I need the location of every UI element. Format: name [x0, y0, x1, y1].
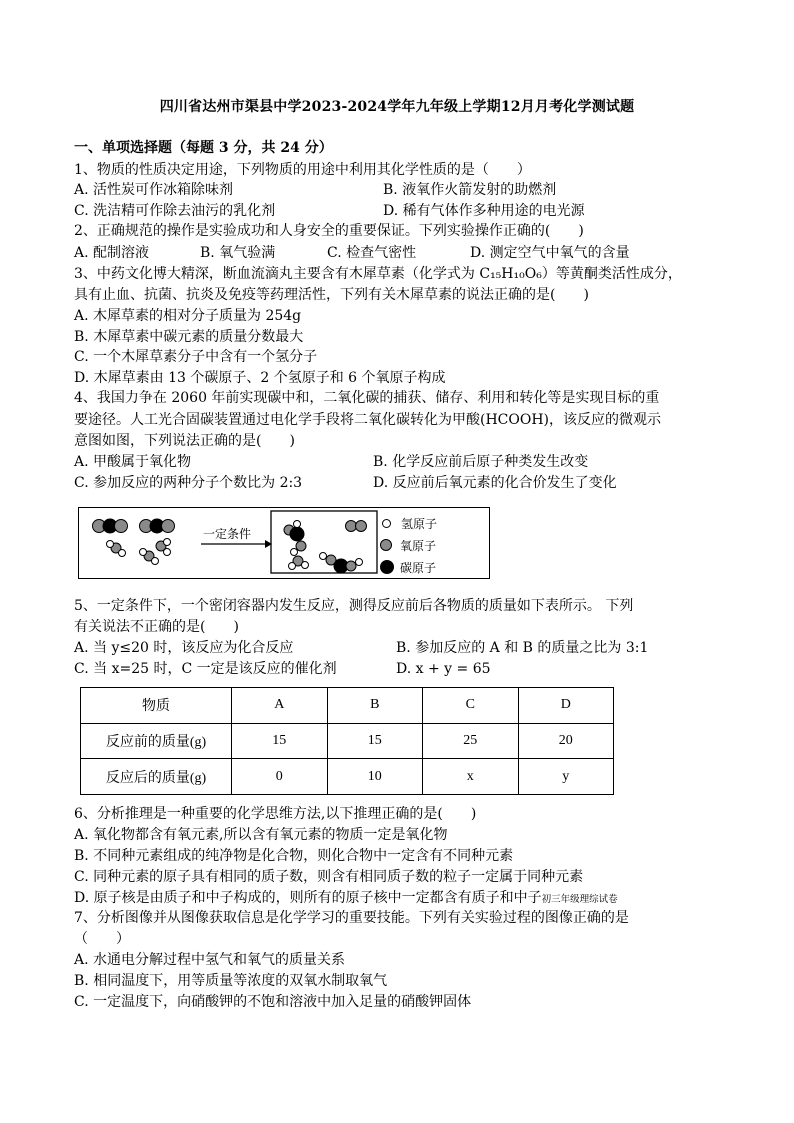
q6-option-a: A. 氧化物都含有氧元素,所以含有氧元素的物质一定是氧化物 — [74, 827, 448, 843]
q7-option-b: B. 相同温度下，用等质量等浓度的双氧水制取氧气 — [74, 973, 388, 989]
table-cell: 15 — [232, 723, 328, 759]
co2-molecule — [140, 519, 175, 534]
table-cell: 0 — [232, 759, 328, 795]
table-header-cell: B — [327, 688, 423, 724]
table-cell: 25 — [423, 723, 519, 759]
q5-stem-line1: 5、一定条件下，一个密闭容器内发生反应，测得反应前后各物质的质量如下表所示。 下列 — [74, 598, 634, 614]
table-cell: 反应后的质量(g) — [81, 759, 232, 795]
q1-option-d: D. 稀有气体作多种用途的电光源 — [383, 203, 585, 219]
q5-option-a: A. 当 y≤20 时，该反应为化合反应 — [74, 640, 294, 656]
diagram-legend — [380, 512, 437, 578]
legend-hydrogen — [380, 512, 437, 534]
table-header-cell: 物质 — [81, 688, 232, 724]
q1-stem: 1、物质的性质决定用途，下列物质的用途中利用其化学性质的是（ ） — [74, 162, 531, 178]
co2-molecule — [93, 519, 128, 534]
legend-oxygen-label: 氧原子 — [400, 538, 437, 553]
oxygen-atom-icon — [380, 539, 392, 551]
table-header-cell: D — [518, 688, 614, 724]
table-cell: 15 — [327, 723, 423, 759]
h2o-molecule — [140, 549, 159, 565]
watermark-text: 初三年级理综试卷 — [541, 894, 618, 905]
hcooh-molecule — [284, 521, 306, 556]
h2o-molecule — [107, 541, 126, 557]
table-cell: 反应前的质量(g) — [81, 723, 232, 759]
q3-option-b: B. 木犀草素中碳元素的质量分数最大 — [74, 329, 304, 345]
q3-stem-line1: 3、中药文化博大精深，断血流滴丸主要含有木犀草素（化学式为 C₁₅H₁₀O₆）等黄酮类活性成分， — [74, 266, 682, 282]
q6-stem: 6、分析推理是一种重要的化学思维方法,以下推理正确的是( ) — [74, 806, 477, 822]
table-cell: 20 — [518, 723, 614, 759]
arrow-label: 一定条件 — [203, 527, 252, 541]
q1-option-a: A. 活性炭可作冰箱除味剂 — [74, 182, 234, 198]
q7-option-a: A. 水通电分解过程中氢气和氧气的质量关系 — [74, 952, 346, 968]
q6-option-d-text: D. 原子核是由质子和中子构成的，则所有的原子核中一定都含有质子和中子 — [74, 890, 542, 906]
q6-option-d — [74, 888, 618, 910]
q5-option-c: C. 当 x=25 时，C 一定是该反应的催化剂 — [74, 661, 337, 677]
carbon-atom-icon — [380, 560, 394, 574]
table-header-cell: C — [423, 688, 519, 724]
q3-stem-line2: 具有止血、抗菌、抗炎及免疫等药理活性，下列有关木犀草素的说法正确的是( ) — [74, 287, 589, 303]
q4-option-b: B. 化学反应前后原子种类发生改变 — [373, 454, 589, 470]
q1-option-b: B. 液氧作火箭发射的助燃剂 — [383, 182, 557, 198]
q7-stem-line1: 7、分析图像并从图像获取信息是化学学习的重要技能。下列有关实验过程的图像正确的是 — [74, 910, 629, 926]
table-header-cell: A — [232, 688, 328, 724]
h2o-molecule — [156, 539, 171, 556]
q4-stem-line1: 4、我国力争在 2060 年前实现碳中和，二氧化碳的捕获、储存、利用和转化等是实现目标的重 — [74, 390, 660, 406]
q7-stem-line2: （ ） — [74, 931, 130, 947]
table-header-row — [81, 688, 614, 724]
q3-option-d: D. 木犀草素由 13 个碳原子、2 个氢原子和 6 个氧原子构成 — [74, 370, 446, 386]
table-row — [81, 759, 614, 795]
mass-table — [80, 687, 614, 795]
q4-option-c: C. 参加反应的两种分子个数比为 2:3 — [74, 475, 303, 491]
legend-carbon-label: 碳原子 — [400, 560, 437, 575]
q2-stem: 2、正确规范的操作是实验成功和人身安全的重要保证。下列实验操作正确的( ) — [74, 223, 584, 239]
q3-option-a: A. 木犀草素的相对分子质量为 254g — [74, 308, 302, 324]
legend-carbon — [380, 556, 437, 578]
page-title: 四川省达州市渠县中学2023-2024学年九年级上学期12月月考化学测试题 — [159, 99, 635, 115]
q6-option-c: C. 同种元素的原子具有相同的质子数，则含有相同质子数的粒子一定属于同种元素 — [74, 869, 584, 885]
q2-option-d: D. 测定空气中氧气的含量 — [470, 245, 630, 261]
q2-option-a: A. 配制溶液 — [74, 245, 150, 261]
q2-option-c: C. 检查气密性 — [327, 245, 417, 261]
section-heading: 一、单项选择题（每题 3 分，共 24 分） — [74, 140, 333, 156]
hydrogen-atom-icon — [382, 519, 391, 528]
q4-stem-line2: 要途径。人工光合固碳装置通过电化学手段将二氧化碳转化为甲酸(HCOOH)，该反应的微观示 — [74, 412, 662, 428]
q4-stem-line3: 意图如图，下列说法正确的是( ) — [74, 433, 295, 449]
q4-option-d: D. 反应前后氧元素的化合价发生了变化 — [373, 475, 617, 491]
table-cell: x — [423, 759, 519, 795]
q1-option-c: C. 洗洁精可作除去油污的乳化剂 — [74, 203, 276, 219]
q4-option-a: A. 甲酸属于氧化物 — [74, 454, 192, 470]
q2-option-b: B. 氧气验满 — [200, 245, 276, 261]
q5-option-d: D. x + y = 65 — [396, 661, 491, 677]
table-row — [81, 723, 614, 759]
hcooh-molecule — [320, 553, 363, 574]
q5-stem-line2: 有关说法不正确的是( ) — [74, 619, 239, 635]
q7-option-c: C. 一定温度下，向硝酸钾的不饱和溶液中加入足量的硝酸钾固体 — [74, 994, 472, 1010]
q3-option-c: C. 一个木犀草素分子中含有一个氢分子 — [74, 349, 318, 365]
q5-option-b: B. 参加反应的 A 和 B 的质量之比为 3:1 — [396, 640, 649, 656]
legend-oxygen — [380, 534, 437, 556]
o2-molecule — [346, 521, 367, 532]
table-cell: y — [518, 759, 614, 795]
h2o-molecule — [289, 556, 309, 570]
q6-option-b: B. 不同种元素组成的纯净物是化合物，则化合物中一定含有不同种元素 — [74, 848, 514, 864]
table-cell: 10 — [327, 759, 423, 795]
legend-hydrogen-label: 氢原子 — [401, 516, 438, 531]
